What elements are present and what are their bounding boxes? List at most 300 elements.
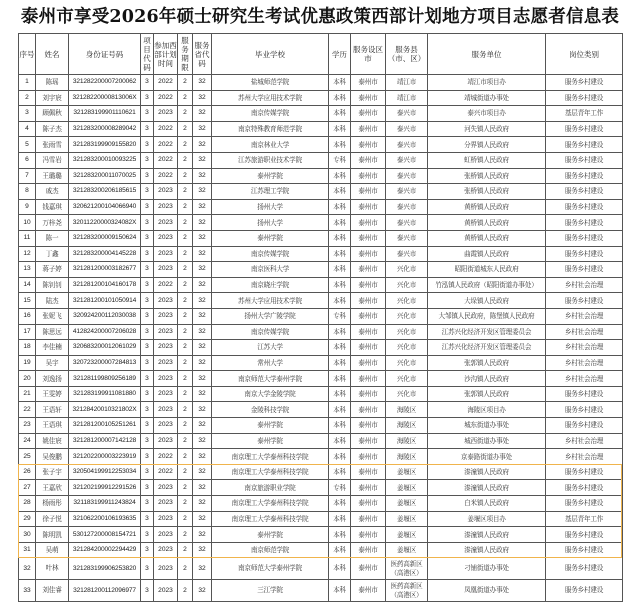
cell-service-term: 2 — [178, 527, 193, 543]
cell-degree: 本科 — [329, 324, 351, 340]
cell-county: 海陵区 — [386, 449, 428, 465]
cell-position: 基层青年工作 — [546, 106, 623, 122]
cell-project-code: 3 — [141, 168, 154, 184]
cell-degree: 本科 — [329, 542, 351, 558]
cell-unit: 城西街道办事处 — [428, 433, 546, 449]
cell-name: 顾佩秋 — [36, 106, 69, 122]
cell-name: 陈明凯 — [36, 527, 69, 543]
cell-join-year: 2023 — [154, 511, 178, 527]
cell-unit: 江苏兴化经济开发区管理委员会 — [428, 340, 546, 356]
cell-index: 16 — [19, 308, 36, 324]
cell-service-term: 2 — [178, 106, 193, 122]
cell-county: 泰兴市 — [386, 184, 428, 200]
cell-province-code: 32 — [193, 121, 212, 137]
cell-county: 医药高新区（高港区） — [386, 558, 428, 580]
table-row — [19, 340, 623, 356]
cell-unit: 张郭镇人民政府 — [428, 386, 546, 402]
cell-position: 乡村社会治理 — [546, 340, 623, 356]
cell-province-code: 32 — [193, 152, 212, 168]
cell-unit: 海陵区项目办 — [428, 402, 546, 418]
cell-join-year: 2023 — [154, 558, 178, 580]
cell-name: 杨雨彤 — [36, 496, 69, 512]
cell-join-year: 2023 — [154, 355, 178, 371]
cell-id-number: 321283199906253820 — [69, 558, 141, 580]
cell-project-code: 3 — [141, 262, 154, 278]
cell-school: 南京理工大学泰州科技学院 — [212, 511, 329, 527]
cell-province-code: 32 — [193, 308, 212, 324]
cell-city: 泰州市 — [351, 433, 386, 449]
cell-project-code: 3 — [141, 308, 154, 324]
cell-province-code: 32 — [193, 246, 212, 262]
cell-unit: 张桥镇人民政府 — [428, 168, 546, 184]
cell-province-code: 32 — [193, 106, 212, 122]
cell-degree: 本科 — [329, 558, 351, 580]
cell-join-year: 2023 — [154, 480, 178, 496]
cell-province-code: 32 — [193, 371, 212, 387]
cell-school: 南京林业大学 — [212, 137, 329, 153]
cell-join-year: 2023 — [154, 262, 178, 278]
cell-service-term: 2 — [178, 184, 193, 200]
cell-degree: 本科 — [329, 90, 351, 106]
cell-city: 泰州市 — [351, 90, 386, 106]
cell-position: 乡村社会治理 — [546, 449, 623, 465]
cell-school: 南京晓庄学院 — [212, 277, 329, 293]
cell-county: 泰兴市 — [386, 152, 428, 168]
header-unit: 服务单位 — [428, 34, 546, 75]
cell-service-term: 2 — [178, 121, 193, 137]
cell-unit: 城东街道办事处 — [428, 418, 546, 434]
cell-position: 乡村社会治理 — [546, 277, 623, 293]
cell-position: 服务乡村建设 — [546, 464, 623, 480]
cell-school: 南京传媒学院 — [212, 246, 329, 262]
cell-project-code: 3 — [141, 542, 154, 558]
table-row — [19, 418, 623, 434]
cell-name: 王璐璐 — [36, 168, 69, 184]
cell-index: 20 — [19, 371, 36, 387]
cell-province-code: 32 — [193, 184, 212, 200]
table-row — [19, 527, 623, 543]
cell-province-code: 32 — [193, 418, 212, 434]
cell-project-code: 3 — [141, 433, 154, 449]
table-row — [19, 464, 623, 480]
cell-county: 姜堰区 — [386, 496, 428, 512]
table-row — [19, 480, 623, 496]
cell-unit: 溱潼镇人民政府 — [428, 480, 546, 496]
cell-name: 钱嘉琪 — [36, 199, 69, 215]
cell-service-term: 2 — [178, 580, 193, 602]
table-row — [19, 324, 623, 340]
cell-project-code: 3 — [141, 511, 154, 527]
table-row — [19, 386, 623, 402]
cell-name: 陈瑶 — [36, 75, 69, 91]
cell-county: 姜堰区 — [386, 480, 428, 496]
table-row — [19, 246, 623, 262]
table-row — [19, 355, 623, 371]
cell-id-number: 321183199911243824 — [69, 496, 141, 512]
cell-school: 扬州大学 — [212, 215, 329, 231]
table-row — [19, 262, 623, 278]
cell-city: 泰州市 — [351, 480, 386, 496]
header-province-code: 服务省代码 — [193, 34, 212, 75]
cell-id-number: 321283200008289042 — [69, 121, 141, 137]
cell-province-code: 32 — [193, 580, 212, 602]
cell-degree: 本科 — [329, 246, 351, 262]
cell-degree: 本科 — [329, 215, 351, 231]
cell-index: 6 — [19, 152, 36, 168]
cell-school: 苏州大学应用技术学院 — [212, 90, 329, 106]
cell-id-number: 320924200112030038 — [69, 308, 141, 324]
cell-degree: 本科 — [329, 527, 351, 543]
cell-name: 张子宇 — [36, 464, 69, 480]
cell-county: 姜堰区 — [386, 511, 428, 527]
cell-name: 陈钊钊 — [36, 277, 69, 293]
cell-join-year: 2023 — [154, 246, 178, 262]
cell-school: 扬州大学 — [212, 199, 329, 215]
cell-name: 张雨雪 — [36, 137, 69, 153]
cell-position: 乡村社会治理 — [546, 355, 623, 371]
cell-join-year: 2023 — [154, 340, 178, 356]
cell-position: 服务乡村建设 — [546, 293, 623, 309]
cell-project-code: 3 — [141, 371, 154, 387]
cell-unit: 昭阳街道城东人民政府 — [428, 262, 546, 278]
cell-name: 李佳楠 — [36, 340, 69, 356]
cell-county: 兴化市 — [386, 340, 428, 356]
cell-index: 11 — [19, 230, 36, 246]
cell-service-term: 2 — [178, 371, 193, 387]
cell-school: 南京医科大学 — [212, 262, 329, 278]
cell-unit: 黄桥镇人民政府 — [428, 230, 546, 246]
cell-position: 服务乡村建设 — [546, 527, 623, 543]
cell-service-term: 2 — [178, 262, 193, 278]
cell-unit: 张桥镇人民政府 — [428, 184, 546, 200]
cell-school: 泰州学院 — [212, 527, 329, 543]
cell-index: 5 — [19, 137, 36, 153]
table-row — [19, 90, 623, 106]
cell-project-code: 3 — [141, 277, 154, 293]
cell-join-year: 2023 — [154, 527, 178, 543]
cell-join-year: 2022 — [154, 464, 178, 480]
cell-id-number: 321283200011070025 — [69, 168, 141, 184]
cell-index: 33 — [19, 580, 36, 602]
cell-county: 泰兴市 — [386, 199, 428, 215]
cell-id-number: 321281200112096977 — [69, 580, 141, 602]
cell-id-number: 321283200004145228 — [69, 246, 141, 262]
header-id-number: 身份证号码 — [69, 34, 141, 75]
header-join-year: 参加西部计划时间 — [154, 34, 178, 75]
table-row — [19, 293, 623, 309]
cell-service-term: 2 — [178, 90, 193, 106]
cell-id-number: 320683200012061029 — [69, 340, 141, 356]
cell-name: 陈思远 — [36, 324, 69, 340]
cell-name: 万梓尧 — [36, 215, 69, 231]
table-row — [19, 558, 623, 580]
cell-unit: 溱潼镇人民政府 — [428, 542, 546, 558]
cell-degree: 本科 — [329, 137, 351, 153]
cell-degree: 本科 — [329, 106, 351, 122]
cell-service-term: 2 — [178, 464, 193, 480]
cell-degree: 本科 — [329, 580, 351, 602]
cell-id-number: 321202200003223919 — [69, 449, 141, 465]
cell-degree: 本科 — [329, 418, 351, 434]
cell-service-term: 2 — [178, 308, 193, 324]
cell-province-code: 32 — [193, 496, 212, 512]
cell-index: 8 — [19, 184, 36, 200]
cell-id-number: 530127200008154721 — [69, 527, 141, 543]
cell-province-code: 32 — [193, 230, 212, 246]
cell-index: 28 — [19, 496, 36, 512]
cell-service-term: 2 — [178, 542, 193, 558]
cell-school: 南京理工大学泰州科技学院 — [212, 464, 329, 480]
cell-degree: 本科 — [329, 340, 351, 356]
cell-id-number: 321281200105251261 — [69, 418, 141, 434]
cell-unit: 曲霞镇人民政府 — [428, 246, 546, 262]
cell-join-year: 2023 — [154, 496, 178, 512]
cell-county: 泰兴市 — [386, 106, 428, 122]
cell-degree: 本科 — [329, 402, 351, 418]
cell-service-term: 2 — [178, 340, 193, 356]
cell-unit: 张郭镇人民政府 — [428, 355, 546, 371]
cell-county: 姜堰区 — [386, 527, 428, 543]
cell-county: 兴化市 — [386, 308, 428, 324]
cell-degree: 本科 — [329, 496, 351, 512]
cell-school: 南京旅游职业学院 — [212, 480, 329, 496]
cell-position: 乡村社会治理 — [546, 324, 623, 340]
cell-county: 海陵区 — [386, 402, 428, 418]
cell-index: 15 — [19, 293, 36, 309]
header-index: 序号 — [19, 34, 36, 75]
cell-join-year: 2023 — [154, 199, 178, 215]
cell-id-number: 32011220000324082X — [69, 215, 141, 231]
table-row — [19, 402, 623, 418]
cell-service-term: 2 — [178, 75, 193, 91]
cell-join-year: 2023 — [154, 293, 178, 309]
cell-city: 泰州市 — [351, 106, 386, 122]
table-row — [19, 215, 623, 231]
cell-degree: 本科 — [329, 511, 351, 527]
cell-degree: 本科 — [329, 449, 351, 465]
cell-degree: 本科 — [329, 75, 351, 91]
cell-province-code: 32 — [193, 480, 212, 496]
cell-project-code: 3 — [141, 230, 154, 246]
cell-degree: 本科 — [329, 121, 351, 137]
cell-project-code: 3 — [141, 527, 154, 543]
table-row — [19, 580, 623, 602]
cell-project-code: 3 — [141, 246, 154, 262]
cell-join-year: 2023 — [154, 386, 178, 402]
cell-county: 姜堰区 — [386, 542, 428, 558]
cell-join-year: 2022 — [154, 449, 178, 465]
cell-id-number: 321202199912291526 — [69, 480, 141, 496]
cell-province-code: 32 — [193, 558, 212, 580]
cell-unit: 靖江市项目办 — [428, 75, 546, 91]
cell-position: 服务乡村建设 — [546, 168, 623, 184]
cell-school: 南京特殊教育师范学院 — [212, 121, 329, 137]
cell-position: 服务乡村建设 — [546, 246, 623, 262]
cell-city: 泰州市 — [351, 121, 386, 137]
cell-city: 泰州市 — [351, 402, 386, 418]
cell-province-code: 32 — [193, 168, 212, 184]
cell-join-year: 2023 — [154, 580, 178, 602]
cell-school: 南京师范大学泰州学院 — [212, 558, 329, 580]
table-header-row — [19, 34, 623, 75]
cell-school: 南京大学金陵学院 — [212, 386, 329, 402]
cell-join-year: 2022 — [154, 75, 178, 91]
cell-project-code: 3 — [141, 106, 154, 122]
cell-province-code: 32 — [193, 277, 212, 293]
cell-county: 泰兴市 — [386, 230, 428, 246]
cell-city: 泰州市 — [351, 355, 386, 371]
cell-degree: 本科 — [329, 293, 351, 309]
table-row — [19, 168, 623, 184]
cell-service-term: 2 — [178, 418, 193, 434]
cell-city: 泰州市 — [351, 137, 386, 153]
cell-position: 服务乡村建设 — [546, 215, 623, 231]
cell-index: 4 — [19, 121, 36, 137]
cell-position: 服务乡村建设 — [546, 90, 623, 106]
cell-join-year: 2022 — [154, 277, 178, 293]
cell-name: 王语琪 — [36, 418, 69, 434]
cell-unit: 京泰路街道办事处 — [428, 449, 546, 465]
cell-county: 泰兴市 — [386, 246, 428, 262]
cell-project-code: 3 — [141, 199, 154, 215]
cell-service-term: 2 — [178, 496, 193, 512]
cell-city: 泰州市 — [351, 580, 386, 602]
cell-school: 南京理工大学泰州科技学院 — [212, 496, 329, 512]
cell-name: 刘佳睿 — [36, 580, 69, 602]
cell-school: 金陵科技学院 — [212, 402, 329, 418]
cell-project-code: 3 — [141, 90, 154, 106]
cell-province-code: 32 — [193, 355, 212, 371]
cell-service-term: 2 — [178, 511, 193, 527]
cell-province-code: 32 — [193, 449, 212, 465]
cell-city: 泰州市 — [351, 527, 386, 543]
cell-school: 南京传媒学院 — [212, 106, 329, 122]
cell-school: 泰州学院 — [212, 433, 329, 449]
cell-join-year: 2023 — [154, 215, 178, 231]
cell-index: 7 — [19, 168, 36, 184]
cell-service-term: 2 — [178, 168, 193, 184]
cell-index: 13 — [19, 262, 36, 278]
cell-index: 31 — [19, 542, 36, 558]
cell-unit: 黄桥镇人民政府 — [428, 215, 546, 231]
cell-position: 服务乡村建设 — [546, 402, 623, 418]
cell-id-number: 321281200007142128 — [69, 433, 141, 449]
cell-name: 陆杰 — [36, 293, 69, 309]
cell-school: 三江学院 — [212, 580, 329, 602]
cell-county: 海陵区 — [386, 433, 428, 449]
cell-degree: 本科 — [329, 371, 351, 387]
cell-index: 27 — [19, 480, 36, 496]
cell-join-year: 2023 — [154, 418, 178, 434]
cell-join-year: 2022 — [154, 137, 178, 153]
cell-city: 泰州市 — [351, 464, 386, 480]
cell-join-year: 2023 — [154, 106, 178, 122]
cell-city: 泰州市 — [351, 75, 386, 91]
cell-city: 泰州市 — [351, 262, 386, 278]
cell-index: 9 — [19, 199, 36, 215]
cell-project-code: 3 — [141, 293, 154, 309]
cell-province-code: 32 — [193, 199, 212, 215]
cell-project-code: 3 — [141, 137, 154, 153]
cell-position: 服务乡村建设 — [546, 262, 623, 278]
table-row — [19, 184, 623, 200]
cell-unit: 黄桥镇人民政府 — [428, 199, 546, 215]
cell-id-number: 321284200002294429 — [69, 542, 141, 558]
cell-project-code: 3 — [141, 480, 154, 496]
cell-id-number: 412824200007206028 — [69, 324, 141, 340]
cell-name: 冯雪岩 — [36, 152, 69, 168]
cell-county: 兴化市 — [386, 355, 428, 371]
cell-city: 泰州市 — [351, 184, 386, 200]
cell-county: 泰兴市 — [386, 168, 428, 184]
cell-city: 泰州市 — [351, 418, 386, 434]
cell-name: 戚杰 — [36, 184, 69, 200]
cell-join-year: 2023 — [154, 324, 178, 340]
cell-id-number: 321281200101050914 — [69, 293, 141, 309]
cell-school: 南京师范大学泰州学院 — [212, 371, 329, 387]
cell-position: 服务乡村建设 — [546, 418, 623, 434]
cell-degree: 本科 — [329, 262, 351, 278]
cell-name: 张妮飞 — [36, 308, 69, 324]
cell-unit: 江苏兴化经济开发区管理委员会 — [428, 324, 546, 340]
cell-province-code: 32 — [193, 464, 212, 480]
cell-unit: 大邹镇人民政府，陈堡镇人民政府 — [428, 308, 546, 324]
cell-index: 19 — [19, 355, 36, 371]
cell-degree: 专科 — [329, 480, 351, 496]
cell-name: 徐子悦 — [36, 511, 69, 527]
cell-province-code: 32 — [193, 293, 212, 309]
cell-position: 服务乡村建设 — [546, 121, 623, 137]
cell-city: 泰州市 — [351, 386, 386, 402]
cell-service-term: 2 — [178, 152, 193, 168]
cell-join-year: 2023 — [154, 308, 178, 324]
cell-index: 23 — [19, 418, 36, 434]
cell-service-term: 2 — [178, 137, 193, 153]
cell-school: 泰州学院 — [212, 230, 329, 246]
cell-degree: 本科 — [329, 386, 351, 402]
cell-degree: 本科 — [329, 230, 351, 246]
header-name: 姓名 — [36, 34, 69, 75]
table-body — [19, 75, 623, 602]
cell-degree: 专科 — [329, 308, 351, 324]
cell-index: 10 — [19, 215, 36, 231]
cell-index: 12 — [19, 246, 36, 262]
cell-city: 泰州市 — [351, 449, 386, 465]
cell-id-number: 321281200104160178 — [69, 277, 141, 293]
cell-index: 2 — [19, 90, 36, 106]
cell-city: 泰州市 — [351, 371, 386, 387]
table-row — [19, 199, 623, 215]
cell-province-code: 32 — [193, 90, 212, 106]
cell-name: 王嘉欣 — [36, 480, 69, 496]
cell-city: 泰州市 — [351, 511, 386, 527]
cell-name: 王雯婷 — [36, 386, 69, 402]
cell-project-code: 3 — [141, 215, 154, 231]
cell-service-term: 2 — [178, 480, 193, 496]
cell-unit: 白米镇人民政府 — [428, 496, 546, 512]
cell-index: 17 — [19, 324, 36, 340]
cell-project-code: 3 — [141, 580, 154, 602]
table-row — [19, 106, 623, 122]
cell-service-term: 2 — [178, 293, 193, 309]
table-row — [19, 433, 623, 449]
cell-position: 乡村社会治理 — [546, 308, 623, 324]
cell-index: 26 — [19, 464, 36, 480]
cell-province-code: 32 — [193, 324, 212, 340]
cell-city: 泰州市 — [351, 542, 386, 558]
cell-project-code: 3 — [141, 324, 154, 340]
cell-index: 29 — [19, 511, 36, 527]
